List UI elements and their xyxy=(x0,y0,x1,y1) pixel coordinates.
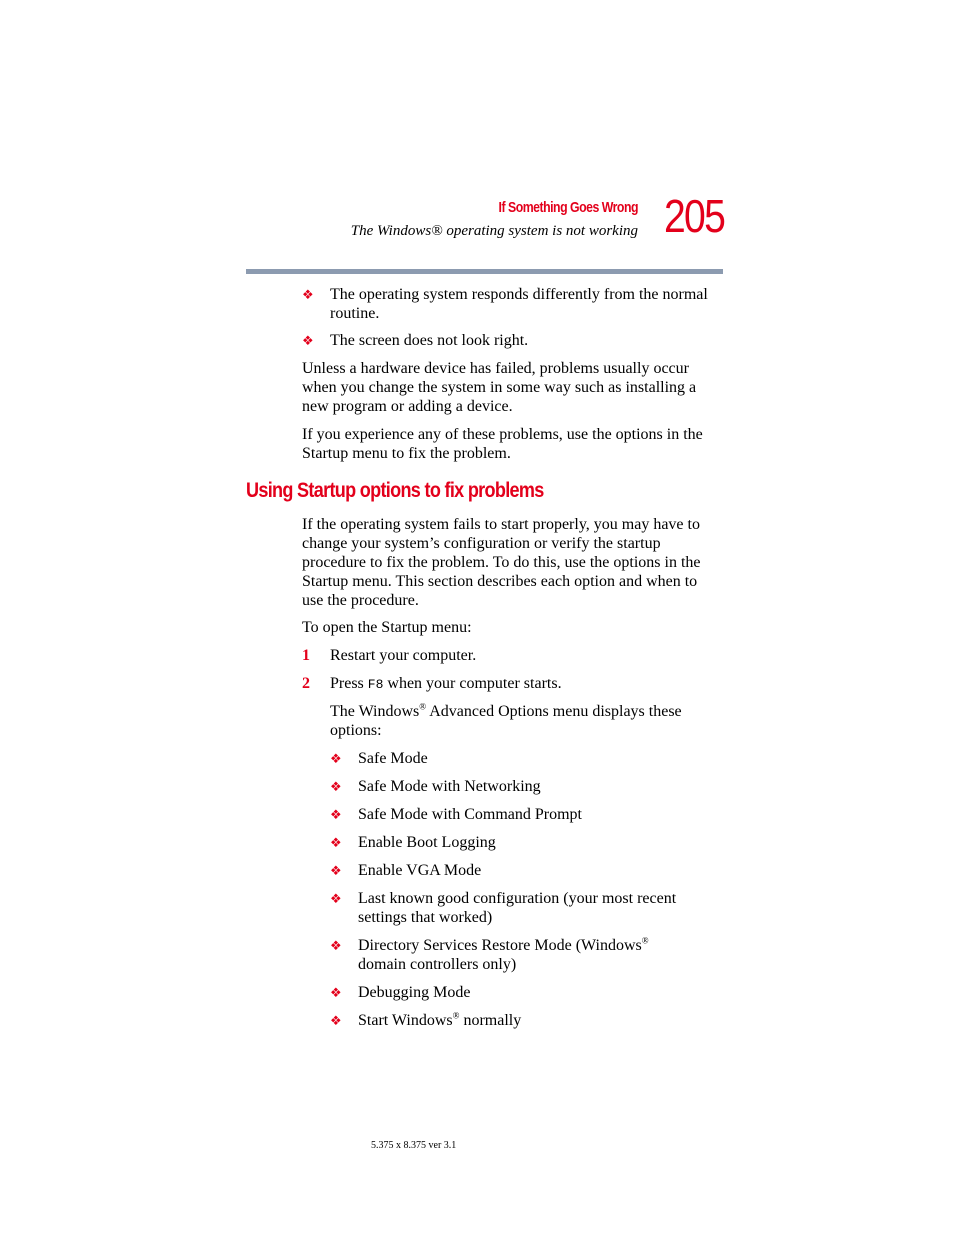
bullet-icon: ❖ xyxy=(330,835,342,850)
header-rule xyxy=(246,269,723,274)
running-header xyxy=(300,198,638,241)
option-item: Debugging Mode xyxy=(358,984,471,1001)
bullet-icon: ❖ xyxy=(330,1013,342,1028)
paragraph: Unless a hardware device has failed, problems usually occur when you change the system in some way such as installing a new program or adding a device. xyxy=(302,360,697,415)
page-number: 205 xyxy=(664,190,725,242)
step-text-post: when your computer starts. xyxy=(383,675,562,692)
menu-note-pre: The Windows xyxy=(330,703,420,720)
bullet-icon: ❖ xyxy=(330,779,342,794)
bullet-icon: ❖ xyxy=(330,807,342,822)
step-text xyxy=(330,674,710,694)
paragraph: If you experience any of these problems, use the options in the Startup menu to fix the problem. xyxy=(302,426,703,462)
chapter-title: If Something Goes Wrong xyxy=(498,199,638,216)
bullet-icon: ❖ xyxy=(330,751,342,766)
bullet-icon: ❖ xyxy=(302,333,314,348)
bullet-icon: ❖ xyxy=(330,938,342,953)
option-item: Start Windows® normally xyxy=(358,1010,522,1029)
bullet-icon: ❖ xyxy=(330,985,342,1000)
option-item: Directory Services Restore Mode (Windows® domain controllers only) xyxy=(358,935,649,973)
option-item: Enable VGA Mode xyxy=(358,862,482,879)
paragraph: If the operating system fails to start properly, you may have to change your system’s configuration or verify the startup procedure to fix the problem. To do this, use the options in the Startup menu. This section describes each option and when to use the procedure. xyxy=(302,516,701,609)
option-item: Last known good configuration (your most recent settings that worked) xyxy=(358,890,677,926)
menu-note-post: Advanced Options menu displays these options: xyxy=(330,703,682,739)
list-item: The operating system responds differently from the normal routine. xyxy=(330,286,708,322)
footer-version: 5.375 x 8.375 ver 3.1 xyxy=(371,1140,457,1151)
option-item: Safe Mode with Command Prompt xyxy=(358,806,582,823)
section-subtitle: The Windows® operating system is not working xyxy=(350,223,638,239)
step-number: 1 xyxy=(302,647,310,664)
list-item: The screen does not look right. xyxy=(330,332,529,349)
menu-note xyxy=(330,702,715,740)
step-number: 2 xyxy=(302,675,310,692)
option-item: Enable Boot Logging xyxy=(358,834,496,851)
step-text-pre: Press xyxy=(330,675,368,692)
option-item: Safe Mode with Networking xyxy=(358,778,541,795)
bullet-icon: ❖ xyxy=(330,863,342,878)
bullet-icon: ❖ xyxy=(330,891,342,906)
bullet-icon: ❖ xyxy=(302,287,314,302)
section-heading: Using Startup options to fix problems xyxy=(246,479,544,502)
key-name: F8 xyxy=(367,677,384,692)
paragraph: To open the Startup menu: xyxy=(302,619,472,636)
registered-mark: ® xyxy=(419,701,427,712)
step-text: Restart your computer. xyxy=(330,647,477,664)
option-item: Safe Mode xyxy=(358,750,428,767)
